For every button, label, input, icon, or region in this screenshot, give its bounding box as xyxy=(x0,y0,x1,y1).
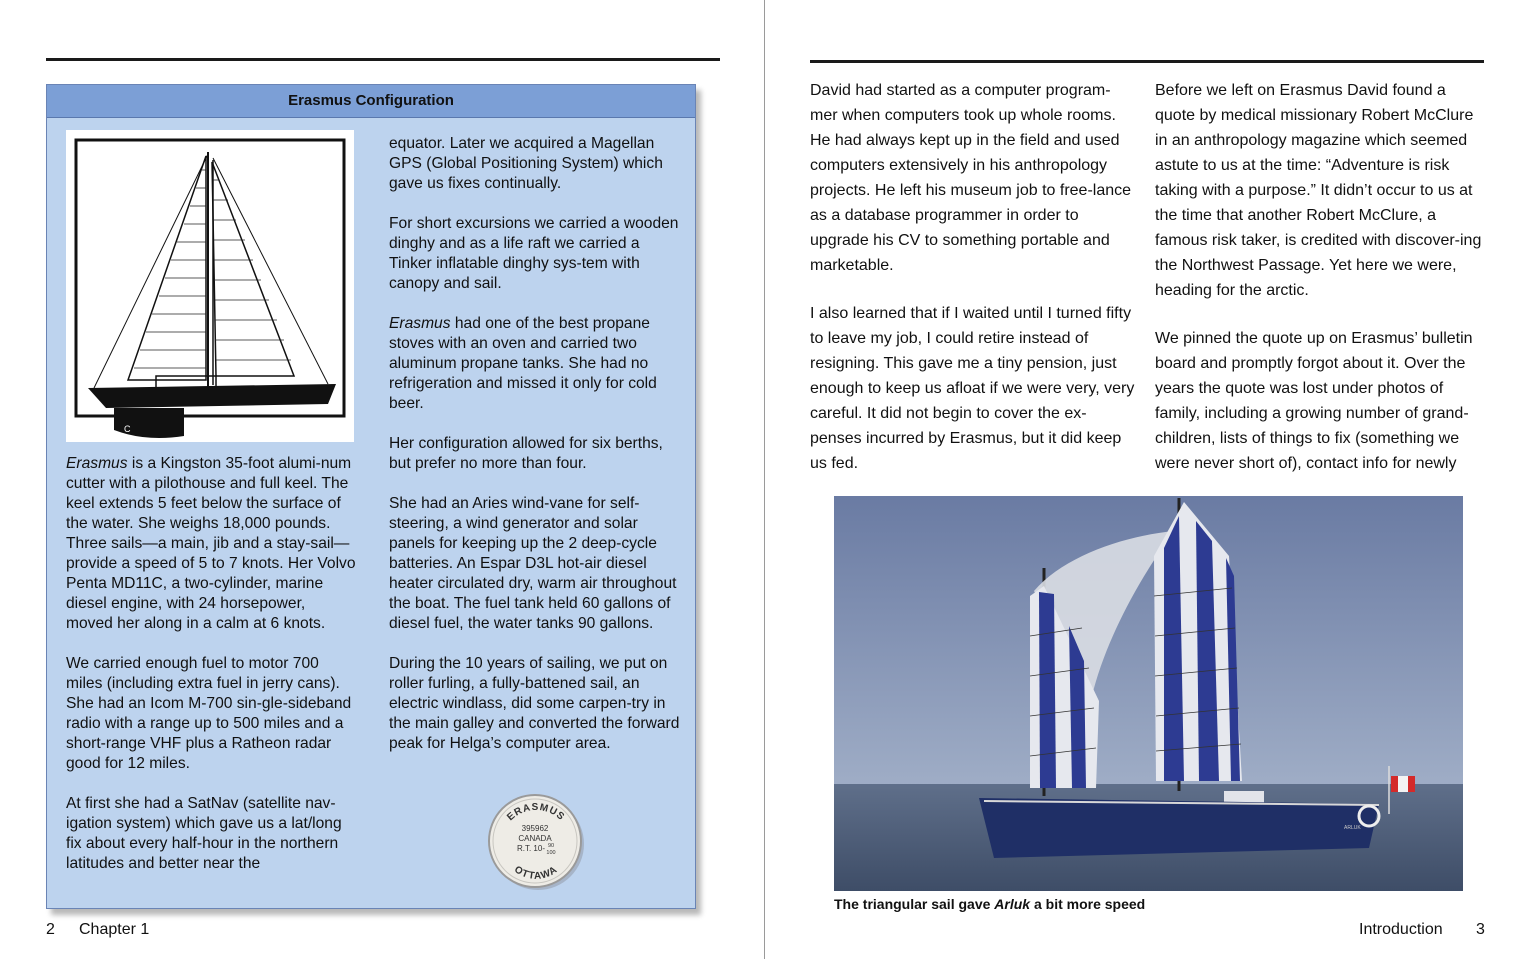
seal-fraction-top: 90 xyxy=(547,843,555,849)
sidebar-paragraph: We carried enough fuel to motor 700 miles (including extra fuel in jerry cans). She had an Icom M-700 sin-gle-sideband radio with a range up to 500 miles and a short-range VHF plus a Ratheon radar good for 12 miles. xyxy=(66,655,352,772)
left-running-footer: Chapter 1 xyxy=(79,921,150,938)
seal-rt: R.T. 10- xyxy=(516,844,546,853)
sailboat-sketch xyxy=(66,130,354,442)
right-page-number: 3 xyxy=(1476,921,1485,938)
sidebar-paragraph: For short excursions we carried a wooden dinghy and as a life raft we carried a Tinker inflatable dinghy sys-tem with canopy and sail. xyxy=(389,215,679,292)
sidebar-paragraph: Erasmus is a Kingston 35-foot alumi-num cutter with a pilothouse and full keel. The keel extends 5 feet below the surface of the water. She weighs 18,000 pounds. Three sails—a main, jib and a stay-sail—provide a speed of 5 to 7 knots. Her Volvo Penta MD11C, a two-cylinder, marine diesel engine, with 24 horsepower, moved her along in a calm at 6 knots. xyxy=(66,455,356,632)
seal-top-text: ERASMUS xyxy=(505,801,567,824)
sidebar-paragraph: Erasmus had one of the best propane stoves with an oven and carried two aluminum propane tanks. She had no refrigeration and missed it only for cold beer. xyxy=(389,315,657,412)
sidebar-column-left xyxy=(66,454,356,894)
seal-fraction-bottom: 100 xyxy=(546,850,556,856)
seal-bottom-text: OTTAWA xyxy=(512,864,560,882)
sidebar-paragraph: During the 10 years of sailing, we put on roller furling, a fully-battened sail, an electric windlass, did some carpen-try in the main galley and converted the forward peak for Helga’s computer area. xyxy=(389,655,680,752)
sidebar-paragraph: She had an Aries wind-vane for self-steering, a wind generator and solar panels for keeping up the 2 deep-cycle batteries. An Espar D3L hot-air diesel heater circulated dry, warm air throughout the boat. The fuel tank held 60 gallons of diesel fuel, the water tanks 90 gallons. xyxy=(389,495,677,632)
svg-text:C: C xyxy=(124,424,131,434)
sailboat-photo xyxy=(834,496,1463,891)
sidebar-column-right xyxy=(389,134,681,774)
registration-seal xyxy=(485,791,587,893)
right-page-column-2 xyxy=(1155,78,1489,499)
body-paragraph: I also learned that if I waited until I turned fifty to leave my job, I could retire instead of resigning. This gave me a tiny pension, just enough to keep us afloat if we were very, very careful. It did not begin to cover the ex-penses incurred by Erasmus, but it did keep us fed. xyxy=(810,305,1135,472)
hull-name-text: ARLUK xyxy=(1344,825,1361,831)
page-gutter xyxy=(764,0,765,959)
sidebar-paragraph: Her configuration allowed for six berths, but prefer no more than four. xyxy=(389,435,663,472)
body-paragraph: Before we left on Erasmus David found a quote by medical missionary Robert McClure in an anthropology magazine which seemed astute to us at the time: “Adventure is risk taking with a purpose.” It didn’t occur to us at the time that another Robert McClure, a famous risk taker, is credited with discover-ing the Northwest Passage. Yet here we were, heading for the arctic. xyxy=(1155,82,1482,299)
seal-number: 395962 xyxy=(521,824,549,833)
photo-caption: The triangular sail gave Arluk a bit more speed xyxy=(834,896,1146,912)
sidebar-title: Erasmus Configuration xyxy=(47,85,695,118)
body-paragraph: David had started as a computer program-mer when computers took up whole rooms. He had always kept up in the field and used computers extensively in his anthropology projects. He left his museum job to free-lance as a database programmer in order to upgrade his CV to something portable and marketable. xyxy=(810,82,1132,274)
right-running-footer: Introduction xyxy=(1359,921,1443,938)
body-paragraph: We pinned the quote up on Erasmus’ bulletin board and promptly forgot about it. Over the years the quote was lost under photos of family, including a growing number of grand-children, lists of things to fix (something we were never short of), contact info for newly xyxy=(1155,330,1473,472)
right-page-rule xyxy=(810,60,1484,63)
right-page-column-1 xyxy=(810,78,1135,499)
left-page-rule xyxy=(46,58,720,61)
left-page-number: 2 xyxy=(46,921,55,938)
erasmus-config-sidebar xyxy=(46,84,696,909)
sidebar-paragraph: At first she had a SatNav (satellite nav-igation system) which gave us a lat/long fix about every half-hour in the northern latitudes and better near the xyxy=(66,795,342,872)
seal-country: CANADA xyxy=(518,834,552,843)
sidebar-paragraph: equator. Later we acquired a Magellan GPS (Global Positioning System) which gave us fixes continually. xyxy=(389,135,663,192)
